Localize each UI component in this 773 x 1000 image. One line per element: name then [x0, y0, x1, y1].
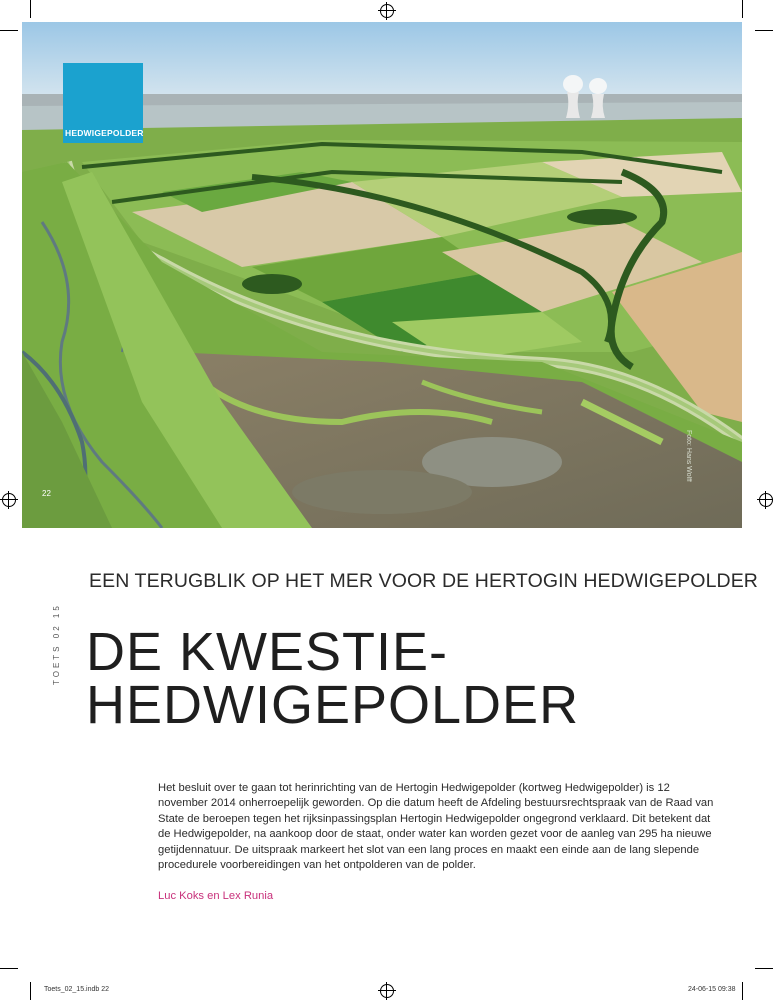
journal-issue-label: TOETS 02 15 [52, 603, 61, 685]
title-line-1: DE KWESTIE- [86, 622, 449, 682]
article-intro: Het besluit over te gaan tot herinrichting van de Hertogin Hedwigepolder (kortweg Hedwigepolder) is 12 november 2014 onherroepelijk geworden. Op die datum heeft de Afdeling bestuursrechtspraak van de Raad van State de beroepen tegen het rijksinpassingsplan Hertogin Hedwigepolder ongegrond verklaard. Dit betekent dat de Hedwigepolder, na aankoop door de staat, onder water kan worden gezet voor de aanleg van 295 ha nieuwe getijdennatuur. De uitspraak markeert het slot van een lang proces en maakt een einde aan de lang slepende procedurele voorbereidingen van het ontpolderen van de polder. [158, 782, 714, 872]
print-slug-file: Toets_02_15.indb 22 [44, 986, 109, 993]
article-authors: Luc Koks en Lex Runia [158, 890, 274, 902]
crop-mark [742, 0, 743, 18]
registration-mark-icon [380, 4, 394, 18]
article-title [86, 622, 580, 735]
section-label: HEDWIGEPOLDER [65, 128, 144, 138]
crop-mark [30, 0, 31, 18]
registration-mark-icon [759, 493, 773, 507]
crop-mark [0, 30, 18, 31]
crop-mark [742, 982, 743, 1000]
crop-mark [755, 30, 773, 31]
crop-mark [30, 982, 31, 1000]
crop-mark [755, 968, 773, 969]
page-number: 22 [42, 489, 51, 498]
print-slug-date: 24-06-15 09:38 [688, 986, 736, 993]
title-line-2: HEDWIGEPOLDER [86, 675, 580, 735]
registration-mark-icon [380, 984, 394, 998]
article-kicker: EEN TERUGBLIK OP HET MER VOOR DE HERTOGIN HEDWIGEPOLDER [89, 570, 758, 592]
crop-mark [0, 968, 18, 969]
registration-mark-icon [2, 493, 16, 507]
photo-credit: Foto: Hans Wolff [685, 430, 692, 482]
